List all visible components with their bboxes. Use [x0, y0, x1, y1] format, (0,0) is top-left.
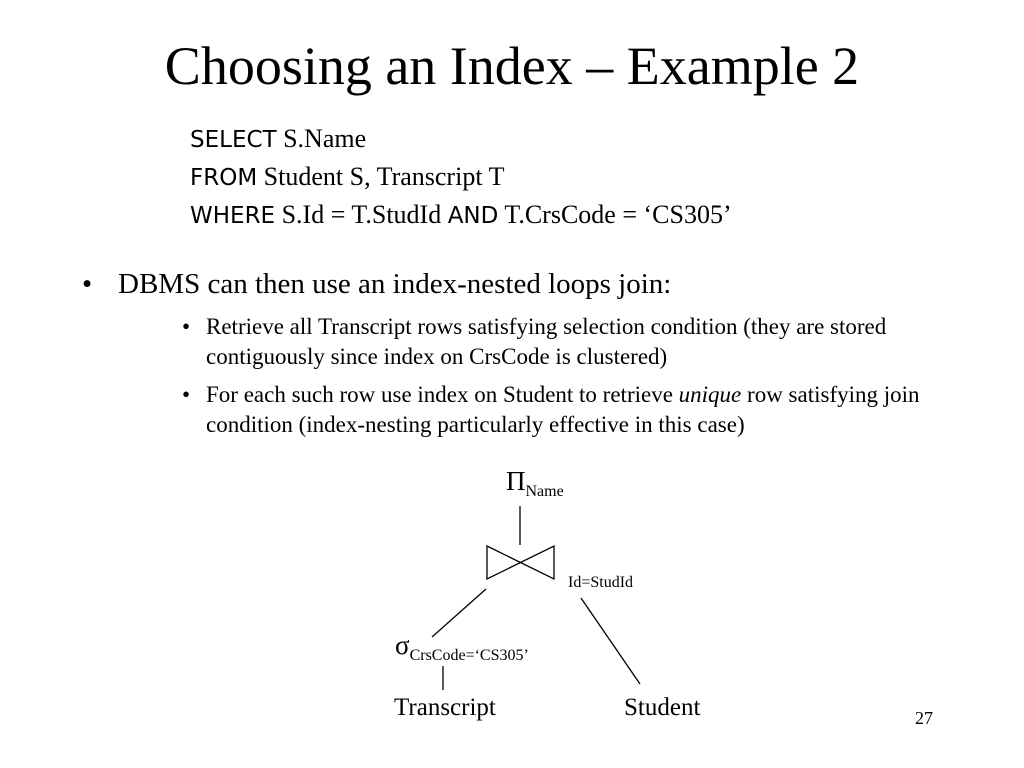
bullet-marker: • [82, 268, 93, 300]
join-right-edge [581, 598, 640, 684]
sql-keyword-from: FROM [190, 165, 258, 191]
sql-join-condition: S.Id = T.StudId [275, 200, 448, 229]
sub-bullet-2-text-end: row satisfying join condition (index-nesting particularly effective in this case) [206, 382, 920, 437]
sub-bullet-1-text: Retrieve all Transcript rows satisfying selection condition (they are stored contiguously since index on CrsCode is clustered) [206, 314, 887, 369]
selection-node [395, 630, 529, 665]
sub-bullet-2-text-start: For each such row use index on Student to retrieve [206, 382, 679, 407]
sub-bullet-marker: • [182, 382, 191, 407]
projection-symbol: Π [506, 466, 526, 496]
leaf-transcript: Transcript [394, 694, 496, 721]
sub-bullet-2-text [206, 380, 996, 440]
projection-attribute: Name [525, 483, 564, 500]
sql-keyword-and: AND [447, 203, 499, 229]
projection-node [506, 466, 564, 501]
join-condition-label: Id=StudId [568, 574, 634, 591]
sql-from-line [190, 158, 732, 196]
sql-select-columns: S.Name [276, 124, 367, 153]
page-number: 27 [915, 708, 933, 728]
leaf-student: Student [624, 694, 701, 721]
join-bowtie-symbol [487, 546, 554, 579]
sql-from-tables: Student S, Transcript T [257, 162, 505, 191]
sub-bullet-marker: • [182, 314, 191, 339]
selection-symbol: σ [395, 630, 410, 660]
main-bullet-text: DBMS can then use an index-nested loops join: [118, 268, 672, 300]
sql-keyword-where: WHERE [190, 203, 276, 229]
sql-keyword-select: SELECT [190, 127, 277, 153]
sql-select-line [190, 120, 732, 158]
sub-bullet-2-italic-word: unique [678, 382, 742, 407]
slide-title: Choosing an Index – Example 2 [164, 36, 860, 96]
sql-query [190, 120, 732, 234]
sql-selection-condition: T.CrsCode = ‘CS305’ [498, 200, 732, 229]
selection-condition: CrsCode=‘CS305’ [409, 647, 529, 664]
sql-where-line [190, 196, 732, 234]
